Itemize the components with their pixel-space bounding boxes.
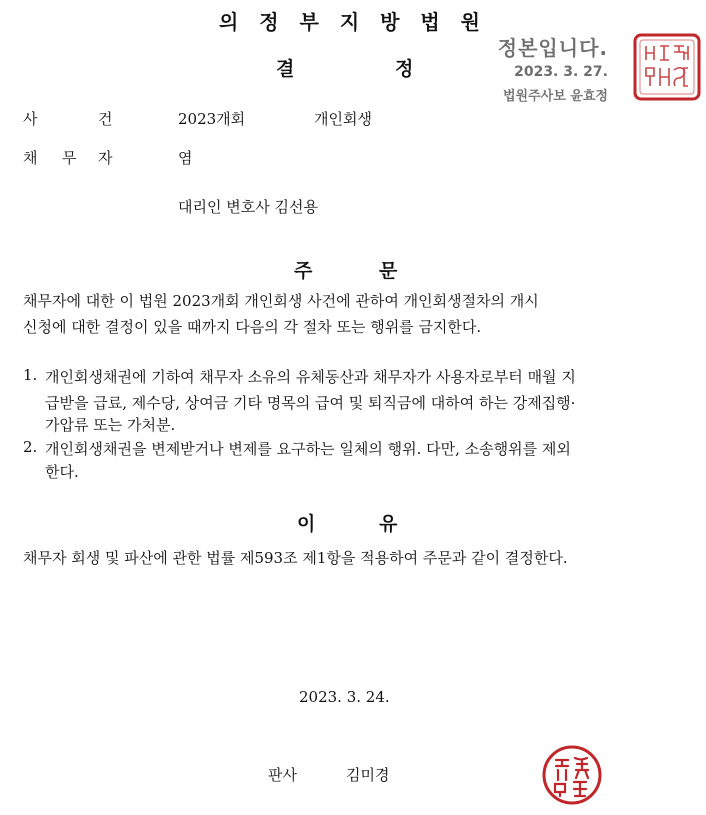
- order-intro-line-1: 채무자에 대한 이 법원 2023개회 개인회생 사건에 관하여 개인회생절차의 개시: [23, 292, 539, 310]
- order-intro-line-2: 신청에 대한 결정이 있을 때까지 다음의 각 절차 또는 행위를 금지한다.: [23, 318, 482, 336]
- court-seal-icon: [632, 32, 702, 102]
- order-item-1-line-3: 가압류 또는 가처분.: [45, 416, 176, 434]
- document-type-right: 정: [395, 58, 414, 80]
- reason-heading-right: 유: [379, 513, 398, 535]
- reason-text: 채무자 회생 및 파산에 관한 법률 제593조 제1항을 적용하여 주문과 같이 결정한다.: [23, 549, 568, 567]
- case-number: 2023개회: [178, 110, 246, 128]
- case-name: 개인회생: [314, 110, 372, 128]
- document-type-left: 결: [276, 58, 295, 80]
- order-item-2-line-2: 한다.: [45, 463, 79, 481]
- judge-seal-icon: [541, 744, 603, 806]
- debtor-label-char-2: 무: [62, 149, 77, 167]
- order-item-1-line-1: 개인회생채권에 기하여 채무자 소유의 유체동산과 채무자가 사용자로부터 매월 지: [45, 368, 576, 386]
- representative: 대리인 변호사 김선용: [178, 198, 318, 216]
- order-item-1-number: 1.: [23, 366, 38, 384]
- certification-stamp-text: 정본입니다.: [497, 36, 608, 60]
- judge-name: 김미경: [346, 766, 390, 784]
- order-heading-right: 문: [379, 260, 398, 282]
- debtor-name: 염: [178, 149, 193, 167]
- order-item-2-line-1: 개인회생채권을 변제받거나 변제를 요구하는 일체의 행위. 다만, 소송행위를 제외: [45, 440, 571, 458]
- certification-clerk: 법원주사보 윤효정: [503, 89, 608, 104]
- case-label-char-2: 건: [98, 110, 113, 128]
- debtor-label-char-1: 채: [23, 149, 38, 167]
- reason-heading-left: 이: [297, 513, 316, 535]
- case-label-char-1: 사: [23, 110, 38, 128]
- debtor-label-char-3: 자: [98, 149, 113, 167]
- decision-date: 2023. 3. 24.: [299, 688, 390, 706]
- judge-title: 판사: [268, 766, 297, 784]
- order-item-2-number: 2.: [23, 438, 38, 456]
- certification-date: 2023. 3. 27.: [514, 64, 608, 80]
- court-name: 의 정 부 지 방 법 원: [218, 10, 488, 34]
- order-heading-left: 주: [294, 260, 313, 282]
- order-item-1-line-2: 급받을 급료, 제수당, 상여금 기타 명목의 급여 및 퇴직금에 대하여 하는 강제집행·: [45, 394, 576, 412]
